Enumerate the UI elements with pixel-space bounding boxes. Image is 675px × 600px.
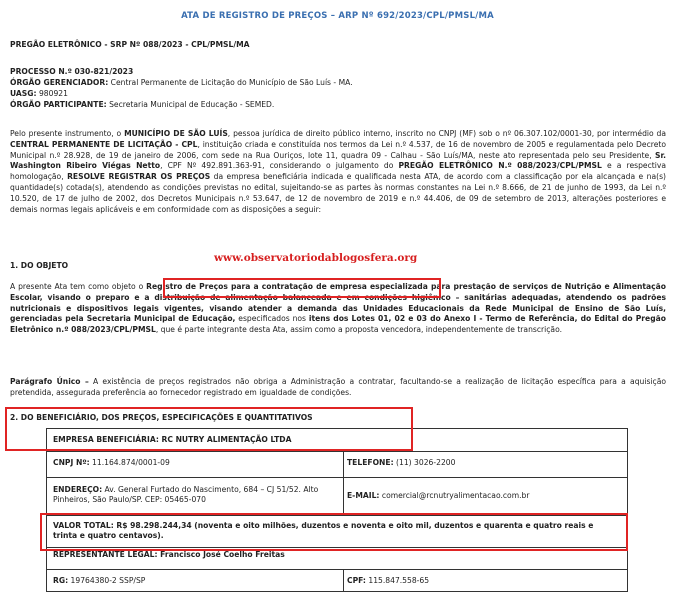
highlight-box-objeto <box>163 278 441 298</box>
pregao-heading: PREGÃO ELETRÔNICO - SRP Nº 088/2023 - CPL/PMSL/MA <box>10 40 250 49</box>
beneficiario-table <box>46 428 628 592</box>
highlight-box-valor-total <box>40 513 628 551</box>
cnpj-cell <box>53 458 170 468</box>
telefone-label: TELEFONE: <box>347 458 394 467</box>
highlight-box-beneficiario <box>5 407 413 451</box>
objeto-bold-registro: Registro de Preços para a contratação de empresa especializada para prestação de serviços de Nutrição e Alimentação Escolar, visando o preparo e a distribuição de alimentação balanceada e em condições higiênico – sanitárias adequadas, atendendo os padrões nutricionais e dispositivos legais vigentes, visando atender a demanda das Unidades Educacionais da Rede Municipal de Ensino de São Luís, gerenciadas pela Secretaria Municipal de Educação, <box>10 282 666 324</box>
cpf-cell <box>347 576 429 586</box>
intro-text-4: , CPF Nº 492.891.363-91, considerando o julgamento do <box>160 161 399 171</box>
intro-bold-resolve: RESOLVE REGISTRAR OS PREÇOS <box>67 172 211 182</box>
paragrafo-unico-label: Parágrafo Único – <box>10 377 89 386</box>
intro-paragraph <box>10 129 666 215</box>
document-title: ATA DE REGISTRO DE PREÇOS – ARP Nº 692/2023/CPL/PMSL/MA <box>181 11 494 21</box>
objeto-text-1: A presente Ata tem como objeto o <box>10 282 147 291</box>
intro-text-1: Pelo presente instrumento, o <box>10 129 125 138</box>
section2-heading: 2. DO BENEFICIÁRIO, DOS PREÇOS, ESPECIFICAÇÕES E QUANTITATIVOS <box>10 413 313 422</box>
orgao-gerenciador-value: Central Permanente de Licitação do Município de São Luís - MA. <box>108 78 353 87</box>
paragrafo-unico-text: A existência de preços registrados não obriga a Administração a contratar, facultando-se a realização de licitação específica para a aquisição pretendida, assegurada preferência ao fornecedor registrado em igualdade de condições. <box>10 377 666 397</box>
intro-text-6: da empresa beneficiária indicada e qualificada nesta ATA, de acordo com a classificação por ela alcançada e na(s) quantidade(s) cotada(s), atendendo as condições previstas no edital, sujeitando-se as partes às normas constantes na Lei n.º 8.666, de 21 de junho de 1993, da Lei n.º 10.520, de 17 de julho de 2002, dos Decretos Municipais n.º 53.647, de 12 de novembro de 2019 e n.º 44.406, de 09 de setembro de 2013, alterações posteriores e demais normas legais aplicáveis e em conformidade com as disposições a seguir: <box>10 172 666 214</box>
valor-total: VALOR TOTAL: R$ 98.298.244,34 (noventa e oito milhões, duzentos e noventa e oito mil, duzentos e quarenta e quatro reais e trinta e quatro centavos). <box>53 521 594 541</box>
endereco-label: ENDEREÇO: <box>53 485 103 494</box>
cnpj-value: 11.164.874/0001-09 <box>89 458 170 467</box>
endereco-value: Av. General Furtado do Nascimento, 684 – CJ 51/52. Alto Pinheiros, São Paulo/SP. CEP: 05465-070 <box>53 485 319 505</box>
intro-text-3: , instituição criada e constituída nos termos da Lei n.º 4.537, de 16 de novembro de 2005 e regulamentada pelo Decreto Municipal n.º 28.928, de 19 de janeiro de 2006, com sede na Rua Ouriços, lote 11, quadra 09 - Calhau - São Luís/MA, neste ato representada pelo seu Presidente, <box>10 139 667 160</box>
cpf-label: CPF: <box>347 576 366 585</box>
intro-bold-presidente: Sr. Washington Ribeiro Viégas Netto <box>10 150 666 171</box>
uasg-label: UASG: <box>10 89 37 98</box>
processo-number: PROCESSO N.º 030-821/2023 <box>10 67 134 76</box>
intro-text-2: , pessoa jurídica de direito público interno, inscrito no CNPJ (MF) sob o nº 06.307.102/0001-30, por intermédio da <box>227 129 666 138</box>
rg-value: 19764380-2 SSP/SP <box>68 576 146 585</box>
intro-bold-municipio: MUNICÍPIO DE SÃO LUÍS <box>124 129 228 138</box>
cnpj-label: CNPJ Nº: <box>53 458 90 467</box>
objeto-bold-lotes: itens dos Lotes 01, 02 e 03 do Anexo I - Termo de Referência, do Edital do Pregão Eletrônico n.º 088/2023/CPL/PMSL <box>10 314 666 335</box>
objeto-text-3: , que é parte integrante desta Ata, assim como a proposta vencedora, independentemente de transcrição. <box>155 325 563 335</box>
orgao-gerenciador-label: ÓRGÃO GERENCIADOR: <box>10 78 109 87</box>
email-cell <box>347 491 529 501</box>
orgao-participante-value: Secretaria Municipal de Educação - SEMED. <box>106 100 275 109</box>
rg-label: RG: <box>53 576 69 585</box>
objeto-text-2: especificados nos <box>235 314 309 324</box>
empresa-beneficiaria: EMPRESA BENEFICIÁRIA: RC NUTRY ALIMENTAÇÃO LTDA <box>53 435 292 444</box>
telefone-cell <box>347 458 455 468</box>
orgao-gerenciador-line <box>10 78 353 89</box>
paragrafo-unico <box>10 377 666 399</box>
intro-bold-cpl: CENTRAL PERMANENTE DE LICITAÇÃO - CPL <box>10 139 198 149</box>
email-label: E-MAIL: <box>347 491 380 500</box>
watermark-url: www.observatoriodablogosfera.org <box>214 252 418 264</box>
representante-legal: REPRESENTANTE LEGAL: Francisco José Coelho Freitas <box>53 550 285 559</box>
rg-cell <box>53 576 145 586</box>
email-value: comercial@rcnutryalimentacao.com.br <box>379 491 530 500</box>
telefone-value: (11) 3026-2200 <box>393 458 456 467</box>
intro-bold-pregao: PREGÃO ELETRÔNICO N.º 088/2023/CPL/PMSL <box>398 161 602 171</box>
orgao-participante-label: ÓRGÃO PARTICIPANTE: <box>10 100 107 109</box>
uasg-value: 980921 <box>36 89 68 98</box>
intro-text-5: e a respectiva homologação, <box>10 161 666 182</box>
uasg-line <box>10 89 68 100</box>
endereco-cell <box>53 485 337 505</box>
cpf-value: 115.847.558-65 <box>365 576 430 585</box>
orgao-participante-line <box>10 100 274 111</box>
section1-heading: 1. DO OBJETO <box>10 261 69 270</box>
